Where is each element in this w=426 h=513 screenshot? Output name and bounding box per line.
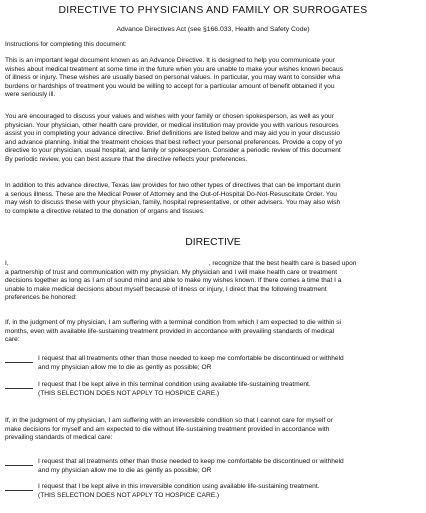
document-subtitle: Advance Directives Act (see §166.033, Health and Safety Code) (116, 26, 310, 33)
paragraph-line: directive to your physician, usual hospital, and family or spokesperson. Consider a periodic review of this document (5, 147, 341, 155)
option-text (38, 458, 344, 475)
paragraph-line: make decisions for myself and am expected to die without life-sustaining treatment provided in accordance with (5, 425, 330, 433)
option-text (38, 381, 311, 398)
paragraph-line: were seriously ill. (5, 91, 56, 99)
option-text (38, 483, 319, 500)
paragraph-purpose (5, 57, 426, 100)
paragraph-line: preferences be honored: (5, 294, 77, 302)
paragraph-line: In addition to this advance directive, Texas law provides for two other types of directives that can be important durin (5, 182, 341, 189)
paragraph-other-directives (5, 182, 426, 216)
option-line: (THIS SELECTION DOES NOT APPLY TO HOSPICE CARE.) (38, 389, 220, 397)
irreversible-condition-text (5, 417, 426, 443)
paragraph-line: of illness or injury. These wishes are usually based on personal values. In particular, you may want to consider wha (5, 74, 341, 82)
paragraph-line: decisions together as long as I am of sound mind and able to make my wishes known. If there comes a time that I a (5, 277, 342, 285)
paragraph-line: burdens or hardships of treatment you would be willing to accept for a particular amount of benefit obtained if you (5, 82, 335, 90)
paragraph-line: assist you in completing your advance directive. Brief definitions are listed below and may aid you in your discussio (5, 130, 340, 138)
paragraph-line: If, in the judgment of my physician, I am suffering with a terminal condition from which I am expected to die within si (5, 319, 341, 326)
paragraph-line: wishes about medical treatment at some time in the future when you are unable to make your wishes known becaus (5, 65, 343, 73)
paragraph-line: and advance planning. Initial the treatment choices that best reflect your personal preferences. Provide a copy of yo (5, 138, 343, 146)
directive-intro-start: I, (5, 260, 9, 267)
paragraph-line: You are encouraged to discuss your values and wishes with your family or chosen spokesperson, as well as your (5, 113, 334, 120)
directive-intro (5, 260, 426, 303)
initials-field[interactable] (5, 465, 33, 466)
terminal-condition-text (5, 319, 426, 345)
option-line: I request that all treatments other than those needed to keep me comfortable be discontinued or withheld (38, 458, 344, 465)
directive-intro-first-line (5, 260, 426, 269)
initials-field[interactable] (5, 388, 33, 389)
initials-field[interactable] (5, 490, 33, 491)
paragraph-line: care: (5, 336, 20, 344)
initials-field[interactable] (5, 362, 33, 363)
paragraph-line: months, even with available life-sustaining treatment provided in accordance with prevailing standards of medical (5, 327, 335, 335)
paragraph-line: prevailing standards of medical care: (5, 434, 113, 442)
option-text (38, 355, 344, 372)
paragraph-line: This is an important legal document known as an Advance Directive. It is designed to help you communicate your (5, 57, 335, 64)
directive-heading: DIRECTIVE (185, 237, 241, 248)
paragraph-line: a serious illness. These are the Medical Power of Attorney and the Out-of-Hospital Do-Not-Resuscitate Order. You (5, 190, 337, 198)
instructions-heading: Instructions for completing this document: (5, 41, 127, 48)
paragraph-line: unable to make medical decisions about myself because of illness or injury, I direct that the following treatment (5, 285, 327, 293)
paragraph-line: may wish to discuss these with your physician, family, hospital representative, or other advisers. You may also wish (5, 199, 341, 207)
document-title: DIRECTIVE TO PHYSICIANS AND FAMILY OR SURROGATES (58, 5, 368, 16)
directive-intro-line1-end: , recognize that the best health care is based upon (208, 260, 357, 267)
option-line: I request that all treatments other than those needed to keep me comfortable be discontinued or withheld (38, 355, 344, 362)
option-line: I request that I be kept alive in this irreversible condition using available life-sustaining treatment. (38, 483, 320, 490)
option-line: I request that I be kept alive in this terminal condition using available life-sustaining treatment. (38, 381, 311, 388)
paragraph-line: If, in the judgment of my physician, I am suffering with an irreversible condition so that I cannot care for myself or (5, 417, 333, 424)
paragraph-line: to complete a directive related to the donation of organs and tissues. (5, 207, 205, 215)
paragraph-line: By periodic review, you can best assure that the directive reflects your preferences. (5, 155, 248, 163)
paragraph-line: a partnership of trust and communication with my physician. My physician and I will make health care or treatment (5, 268, 338, 276)
option-line: and my physician allow me to die as gently as possible; OR (38, 466, 212, 474)
paragraph-line: physician. Your physician, other health care provider, or medical institution may provide you with various resources (5, 121, 339, 129)
option-line: (THIS SELECTION DOES NOT APPLY TO HOSPICE CARE.) (38, 491, 220, 499)
option-line: and my physician allow me to die as gently as possible; OR (38, 363, 212, 371)
paragraph-discussion (5, 113, 426, 165)
